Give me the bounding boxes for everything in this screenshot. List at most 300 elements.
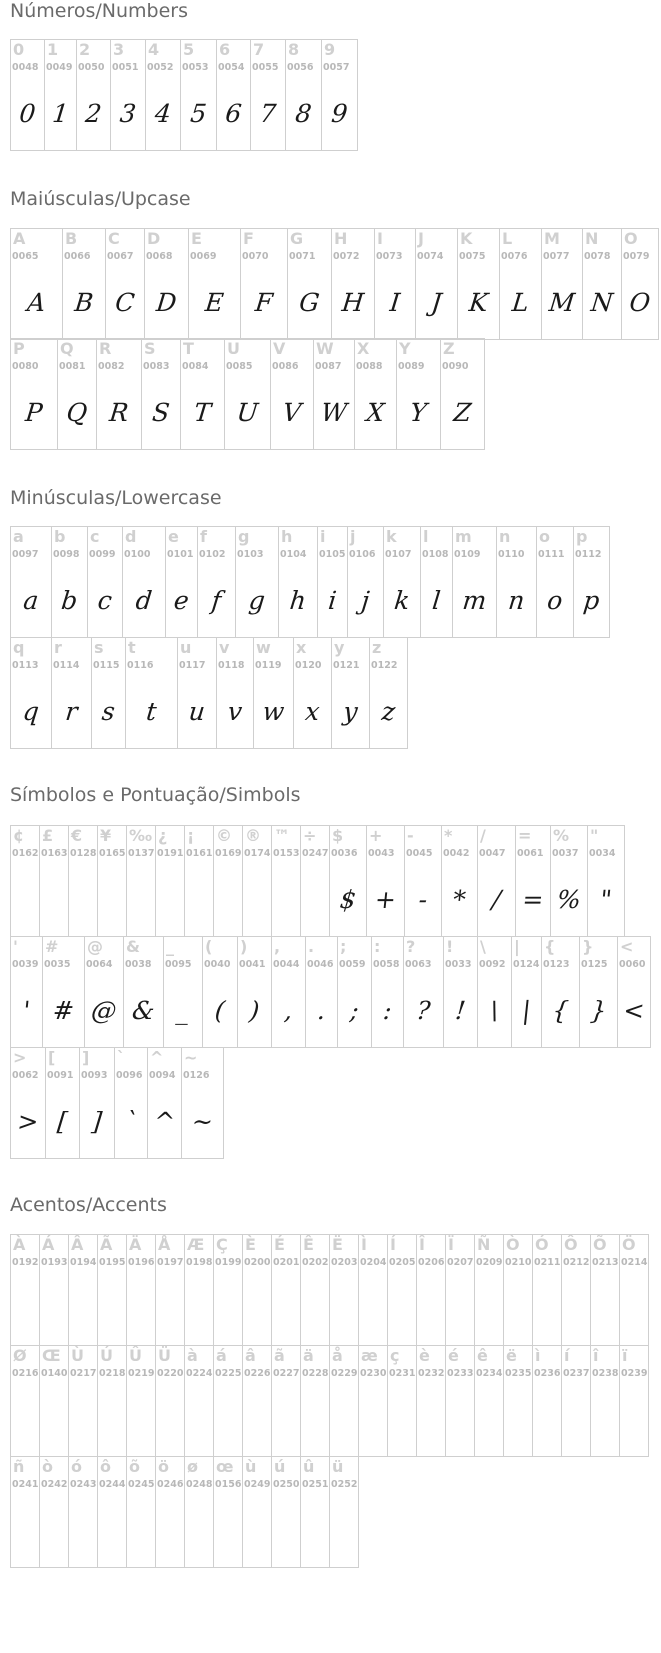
glyph-sample: J	[429, 287, 444, 317]
glyph-char-label: ¢	[13, 826, 25, 845]
glyph-sample: &	[130, 995, 157, 1025]
glyph-cell-0069	[189, 229, 241, 339]
glyph-code-label: 0218	[99, 1368, 126, 1379]
glyph-char-label: H	[334, 229, 348, 248]
glyph-cell-0047	[478, 826, 516, 936]
glyph-char-label: $	[332, 826, 344, 845]
glyph-sample: b	[59, 585, 80, 615]
glyph-cell-0125	[580, 937, 618, 1047]
glyph-code-label: 0224	[186, 1368, 213, 1379]
glyph-code-label: 0082	[98, 361, 125, 372]
glyph-sample: P	[24, 397, 44, 427]
section-title-maiusculas-upcase: Maiúsculas/Upcase	[10, 188, 191, 210]
glyph-code-label: 0107	[385, 549, 412, 560]
glyph-code-label: 0165	[99, 848, 126, 859]
glyph-char-label: N	[585, 229, 599, 248]
glyph-char-label: ‰	[129, 826, 153, 845]
glyph-code-label: 0044	[273, 959, 300, 970]
glyph-char-label: M	[544, 229, 560, 248]
glyph-code-label: 0045	[406, 848, 433, 859]
glyph-sample: 5	[189, 98, 208, 128]
glyph-cell-0040	[203, 937, 238, 1047]
glyph-code-label: 0104	[280, 549, 307, 560]
glyph-grid-row	[10, 1234, 649, 1346]
glyph-cell-0039	[11, 937, 43, 1047]
glyph-code-label: 0248	[186, 1479, 213, 1490]
glyph-code-label: 0197	[157, 1257, 184, 1268]
glyph-char-label: E	[191, 229, 202, 248]
glyph-sample: ]	[90, 1106, 104, 1136]
glyph-sample: H	[340, 287, 366, 317]
glyph-sample: $	[338, 884, 358, 914]
glyph-char-label: Ì	[361, 1235, 367, 1254]
glyph-cell-0228	[301, 1346, 330, 1456]
glyph-code-label: 0118	[218, 660, 245, 671]
glyph-code-label: 0128	[70, 848, 97, 859]
glyph-code-label: 0126	[183, 1070, 210, 1081]
glyph-char-label: Ò	[506, 1235, 520, 1254]
glyph-sample: n	[506, 585, 527, 615]
glyph-cell-0087	[314, 339, 355, 449]
glyph-cell-0051	[111, 40, 146, 150]
glyph-char-label: õ	[129, 1457, 140, 1476]
glyph-code-label: 0111	[538, 549, 565, 560]
glyph-char-label: ™	[274, 826, 290, 845]
glyph-cell-0165	[98, 826, 127, 936]
glyph-cell-0078	[583, 229, 622, 339]
glyph-code-label: 0081	[59, 361, 86, 372]
glyph-cell-0062	[11, 1048, 46, 1158]
glyph-char-label: ù	[245, 1457, 257, 1476]
glyph-cell-0194	[69, 1235, 98, 1345]
glyph-sample: C	[113, 287, 137, 317]
glyph-char-label: ì	[535, 1346, 541, 1365]
glyph-code-label: 0077	[543, 251, 570, 262]
glyph-char-label: Y	[399, 339, 411, 358]
glyph-cell-0095	[164, 937, 203, 1047]
glyph-char-label: À	[13, 1235, 26, 1254]
glyph-char-label: +	[369, 826, 383, 845]
glyph-code-label: 0036	[331, 848, 358, 859]
glyph-cell-0124	[512, 937, 542, 1047]
glyph-sample: N	[589, 287, 615, 317]
glyph-cell-0126	[182, 1048, 224, 1158]
glyph-cell-0199	[214, 1235, 243, 1345]
glyph-code-label: 0035	[44, 959, 71, 970]
glyph-code-label: 0206	[418, 1257, 445, 1268]
glyph-code-label: 0247	[302, 848, 329, 859]
glyph-sample: |	[520, 995, 533, 1025]
glyph-sample: u	[187, 696, 207, 726]
glyph-sample: '	[21, 995, 32, 1025]
glyph-sample: =	[520, 884, 545, 914]
glyph-char-label: c	[90, 527, 100, 546]
glyph-code-label: 0161	[186, 848, 213, 859]
glyph-code-label: 0200	[244, 1257, 271, 1268]
section-title-acentos-accents: Acentos/Accents	[10, 1194, 167, 1216]
glyph-sample: y	[341, 696, 360, 726]
glyph-cell-0048	[11, 40, 45, 150]
glyph-cell-0219	[127, 1346, 156, 1456]
glyph-code-label: 0078	[584, 251, 611, 262]
glyph-char-label: m	[455, 527, 472, 546]
glyph-code-label: 0101	[167, 549, 194, 560]
glyph-code-label: 0203	[331, 1257, 358, 1268]
glyph-cell-0196	[127, 1235, 156, 1345]
glyph-code-label: 0095	[165, 959, 192, 970]
glyph-char-label: y	[334, 638, 345, 657]
glyph-cell-0055	[251, 40, 286, 150]
glyph-code-label: 0053	[182, 62, 209, 73]
glyph-code-label: 0156	[215, 1479, 242, 1490]
glyph-code-label: 0113	[12, 660, 39, 671]
glyph-char-label: >	[13, 1048, 27, 1067]
glyph-char-label: £	[42, 826, 54, 845]
glyph-char-label: æ	[361, 1346, 378, 1365]
glyph-char-label: 2	[79, 40, 91, 59]
glyph-code-label: 0090	[442, 361, 469, 372]
glyph-code-label: 0252	[331, 1479, 358, 1490]
glyph-char-label: )	[240, 937, 248, 956]
glyph-cell-0038	[124, 937, 164, 1047]
glyph-cell-0192	[11, 1235, 40, 1345]
glyph-sample: *	[451, 884, 468, 914]
glyph-char-label: ¿	[158, 826, 168, 845]
glyph-code-label: 0122	[371, 660, 398, 671]
glyph-sample: j	[360, 585, 371, 615]
glyph-grid-row	[10, 228, 659, 340]
glyph-char-label: œ	[216, 1457, 234, 1476]
glyph-sample: "	[598, 884, 614, 914]
glyph-char-label: Ö	[622, 1235, 636, 1254]
glyph-cell-0035	[43, 937, 85, 1047]
glyph-char-label: v	[219, 638, 230, 657]
glyph-sample: U	[235, 397, 260, 427]
glyph-code-label: 0217	[70, 1368, 97, 1379]
glyph-code-label: 0100	[124, 549, 151, 560]
glyph-code-label: 0103	[237, 549, 264, 560]
glyph-char-label: h	[281, 527, 293, 546]
glyph-cell-0034	[588, 826, 625, 936]
glyph-sample: A	[25, 287, 48, 317]
glyph-cell-0218	[98, 1346, 127, 1456]
glyph-cell-0249	[243, 1457, 272, 1567]
glyph-code-label: 0140	[41, 1368, 68, 1379]
glyph-cell-0103	[236, 527, 279, 637]
glyph-code-label: 0245	[128, 1479, 155, 1490]
glyph-cell-0206	[417, 1235, 446, 1345]
glyph-code-label: 0193	[41, 1257, 68, 1268]
glyph-sample: -	[417, 884, 429, 914]
glyph-char-label: :	[374, 937, 381, 956]
glyph-cell-0065	[11, 229, 63, 339]
glyph-cell-0114	[52, 638, 92, 748]
glyph-char-label: ô	[100, 1457, 111, 1476]
glyph-cell-0098	[52, 527, 88, 637]
glyph-sample: d	[134, 585, 154, 615]
glyph-code-label: 0227	[273, 1368, 300, 1379]
glyph-code-label: 0249	[244, 1479, 271, 1490]
glyph-cell-0201	[272, 1235, 301, 1345]
glyph-char-label: K	[460, 229, 473, 248]
glyph-sample: i	[326, 585, 339, 615]
glyph-code-label: 0207	[447, 1257, 474, 1268]
glyph-cell-0198	[185, 1235, 214, 1345]
glyph-char-label: 6	[219, 40, 231, 59]
glyph-code-label: 0192	[12, 1257, 39, 1268]
glyph-sample: ^	[152, 1106, 177, 1136]
glyph-cell-0122	[370, 638, 408, 748]
glyph-cell-0086	[271, 339, 314, 449]
glyph-sample: E	[203, 287, 226, 317]
glyph-code-label: 0042	[443, 848, 470, 859]
glyph-cell-0116	[126, 638, 178, 748]
glyph-sample: D	[154, 287, 179, 317]
glyph-char-label: D	[147, 229, 161, 248]
glyph-sample: _	[175, 995, 191, 1025]
glyph-cell-0074	[416, 229, 458, 339]
glyph-cell-0153	[272, 826, 301, 936]
glyph-cell-0072	[332, 229, 375, 339]
glyph-code-label: 0228	[302, 1368, 329, 1379]
glyph-char-label: è	[419, 1346, 430, 1365]
glyph-sample: M	[547, 287, 577, 317]
glyph-grid-row	[10, 825, 625, 937]
glyph-cell-0197	[156, 1235, 185, 1345]
glyph-char-label: t	[128, 638, 136, 657]
glyph-code-label: 0213	[592, 1257, 619, 1268]
glyph-code-label: 0037	[552, 848, 579, 859]
glyph-cell-0121	[332, 638, 370, 748]
glyph-code-label: 0051	[112, 62, 139, 73]
glyph-char-label: J	[418, 229, 424, 248]
glyph-code-label: 0054	[218, 62, 245, 73]
glyph-cell-0063	[404, 937, 444, 1047]
glyph-cell-0107	[384, 527, 421, 637]
glyph-cell-0064	[85, 937, 124, 1047]
glyph-code-label: 0086	[272, 361, 299, 372]
glyph-char-label: V	[273, 339, 286, 358]
glyph-code-label: 0120	[295, 660, 322, 671]
glyph-code-label: 0112	[575, 549, 602, 560]
glyph-code-label: 0055	[252, 62, 279, 73]
glyph-cell-0191	[156, 826, 185, 936]
glyph-code-label: 0115	[93, 660, 120, 671]
glyph-cell-0083	[142, 339, 181, 449]
glyph-code-label: 0046	[307, 959, 334, 970]
glyph-char-label: ö	[158, 1457, 169, 1476]
section-title-simbolos-e-pontuacao-simbols: Símbolos e Pontuação/Simbols	[10, 784, 301, 806]
glyph-sample: h	[288, 585, 308, 615]
glyph-char-label: Å	[158, 1235, 171, 1254]
glyph-sample: t	[144, 696, 159, 726]
glyph-cell-0052	[146, 40, 181, 150]
glyph-cell-0128	[69, 826, 98, 936]
glyph-char-label: ñ	[13, 1457, 25, 1476]
glyph-char-label: ]	[82, 1048, 90, 1067]
glyph-char-label: }	[582, 937, 594, 956]
glyph-code-label: 0079	[623, 251, 650, 262]
glyph-cell-0056	[286, 40, 322, 150]
glyph-char-label: ó	[71, 1457, 82, 1476]
glyph-char-label: |	[514, 937, 520, 956]
glyph-code-label: 0038	[125, 959, 152, 970]
glyph-cell-0244	[98, 1457, 127, 1567]
glyph-char-label: Î	[419, 1235, 425, 1254]
glyph-cell-0042	[442, 826, 478, 936]
glyph-code-label: 0231	[389, 1368, 416, 1379]
glyph-sample: @	[89, 995, 119, 1025]
glyph-char-label: ü	[332, 1457, 344, 1476]
glyph-sample: 6	[224, 98, 243, 128]
glyph-sample: 2	[84, 98, 103, 128]
glyph-code-label: 0219	[128, 1368, 155, 1379]
glyph-char-label: Ä	[129, 1235, 142, 1254]
glyph-cell-0231	[388, 1346, 417, 1456]
glyph-char-label: ÷	[303, 826, 317, 845]
glyph-code-label: 0105	[319, 549, 346, 560]
glyph-cell-0174	[243, 826, 272, 936]
glyph-code-label: 0050	[78, 62, 105, 73]
glyph-code-label: 0098	[53, 549, 80, 560]
glyph-cell-0073	[375, 229, 416, 339]
glyph-cell-0230	[359, 1346, 388, 1456]
glyph-char-label: d	[125, 527, 137, 546]
glyph-cell-0245	[127, 1457, 156, 1567]
glyph-code-label: 0056	[287, 62, 314, 73]
glyph-code-label: 0070	[242, 251, 269, 262]
glyph-sample: O	[628, 287, 652, 317]
glyph-char-label: Ø	[13, 1346, 27, 1365]
glyph-code-label: 0239	[621, 1368, 648, 1379]
glyph-cell-0169	[214, 826, 243, 936]
glyph-char-label: Ó	[535, 1235, 549, 1254]
glyph-sample: <	[621, 995, 646, 1025]
glyph-code-label: 0066	[64, 251, 91, 262]
glyph-char-label: "	[590, 826, 599, 845]
glyph-cell-0225	[214, 1346, 243, 1456]
glyph-sample: V	[281, 397, 303, 427]
glyph-cell-0033	[444, 937, 478, 1047]
glyph-code-label: 0057	[323, 62, 350, 73]
glyph-cell-0248	[185, 1457, 214, 1567]
glyph-char-label: 0	[13, 40, 25, 59]
glyph-sample: p	[581, 585, 602, 615]
glyph-cell-0046	[306, 937, 338, 1047]
glyph-cell-0057	[322, 40, 358, 150]
glyph-char-label: %	[553, 826, 570, 845]
glyph-sample: e	[172, 585, 191, 615]
glyph-char-label: [	[48, 1048, 56, 1067]
glyph-char-label: Q	[60, 339, 74, 358]
glyph-char-label: =	[518, 826, 532, 845]
glyph-cell-0118	[217, 638, 254, 748]
glyph-cell-0075	[458, 229, 500, 339]
glyph-char-label: Ï	[448, 1235, 454, 1254]
glyph-sample: ?	[415, 995, 432, 1025]
glyph-cell-0053	[181, 40, 217, 150]
glyph-char-label: Ã	[100, 1235, 113, 1254]
glyph-cell-0210	[504, 1235, 533, 1345]
glyph-char-label: 5	[183, 40, 195, 59]
glyph-cell-0081	[58, 339, 97, 449]
glyph-code-label: 0191	[157, 848, 184, 859]
glyph-char-label: ê	[477, 1346, 488, 1365]
glyph-char-label: j	[350, 527, 356, 546]
glyph-code-label: 0214	[621, 1257, 648, 1268]
glyph-char-label: ä	[303, 1346, 314, 1365]
glyph-code-label: 0199	[215, 1257, 242, 1268]
glyph-char-label: T	[183, 339, 194, 358]
glyph-sample: ~	[190, 1106, 215, 1136]
glyph-cell-0193	[40, 1235, 69, 1345]
glyph-sample: >	[15, 1106, 40, 1136]
glyph-code-label: 0087	[315, 361, 342, 372]
glyph-sample: 8	[294, 98, 313, 128]
glyph-code-label: 0244	[99, 1479, 126, 1490]
glyph-char-label: Í	[390, 1235, 396, 1254]
glyph-code-label: 0091	[47, 1070, 74, 1081]
glyph-sample: a	[22, 585, 40, 615]
glyph-sample: B	[73, 287, 95, 317]
glyph-cell-0213	[591, 1235, 620, 1345]
glyph-cell-0203	[330, 1235, 359, 1345]
glyph-cell-0113	[11, 638, 52, 748]
glyph-cell-0241	[11, 1457, 40, 1567]
glyph-cell-0233	[446, 1346, 475, 1456]
glyph-cell-0211	[533, 1235, 562, 1345]
glyph-char-label: 3	[113, 40, 125, 59]
glyph-code-label: 0049	[46, 62, 73, 73]
glyph-code-label: 0201	[273, 1257, 300, 1268]
glyph-char-label: B	[65, 229, 78, 248]
glyph-code-label: 0232	[418, 1368, 445, 1379]
glyph-grid-row	[10, 1345, 649, 1457]
glyph-sample: K	[467, 287, 490, 317]
glyph-cell-0096	[115, 1048, 148, 1158]
glyph-char-label: _	[166, 937, 174, 956]
glyph-code-label: 0153	[273, 848, 300, 859]
glyph-char-label: f	[200, 527, 207, 546]
glyph-code-label: 0241	[12, 1479, 39, 1490]
glyph-cell-0097	[11, 527, 52, 637]
glyph-char-label: Æ	[187, 1235, 205, 1254]
glyph-cell-0090	[441, 339, 485, 449]
glyph-cell-0068	[145, 229, 189, 339]
glyph-cell-0227	[272, 1346, 301, 1456]
glyph-char-label: 8	[288, 40, 300, 59]
glyph-code-label: 0220	[157, 1368, 184, 1379]
glyph-cell-0236	[533, 1346, 562, 1456]
glyph-char-label: k	[386, 527, 397, 546]
glyph-sample: S	[150, 397, 172, 427]
glyph-grid-row	[10, 39, 358, 151]
glyph-cell-0115	[92, 638, 126, 748]
glyph-char-label: /	[480, 826, 486, 845]
glyph-cell-0217	[69, 1346, 98, 1456]
glyph-grid-row	[10, 526, 610, 638]
glyph-char-label: \	[480, 937, 486, 956]
glyph-code-label: 0238	[592, 1368, 619, 1379]
glyph-grid-row	[10, 1047, 224, 1159]
glyph-char-label: î	[593, 1346, 599, 1365]
glyph-grid-row	[10, 1456, 359, 1568]
glyph-cell-0216	[11, 1346, 40, 1456]
glyph-cell-0105	[318, 527, 348, 637]
glyph-code-label: 0085	[226, 361, 253, 372]
glyph-char-label: â	[245, 1346, 256, 1365]
glyph-char-label: x	[296, 638, 307, 657]
